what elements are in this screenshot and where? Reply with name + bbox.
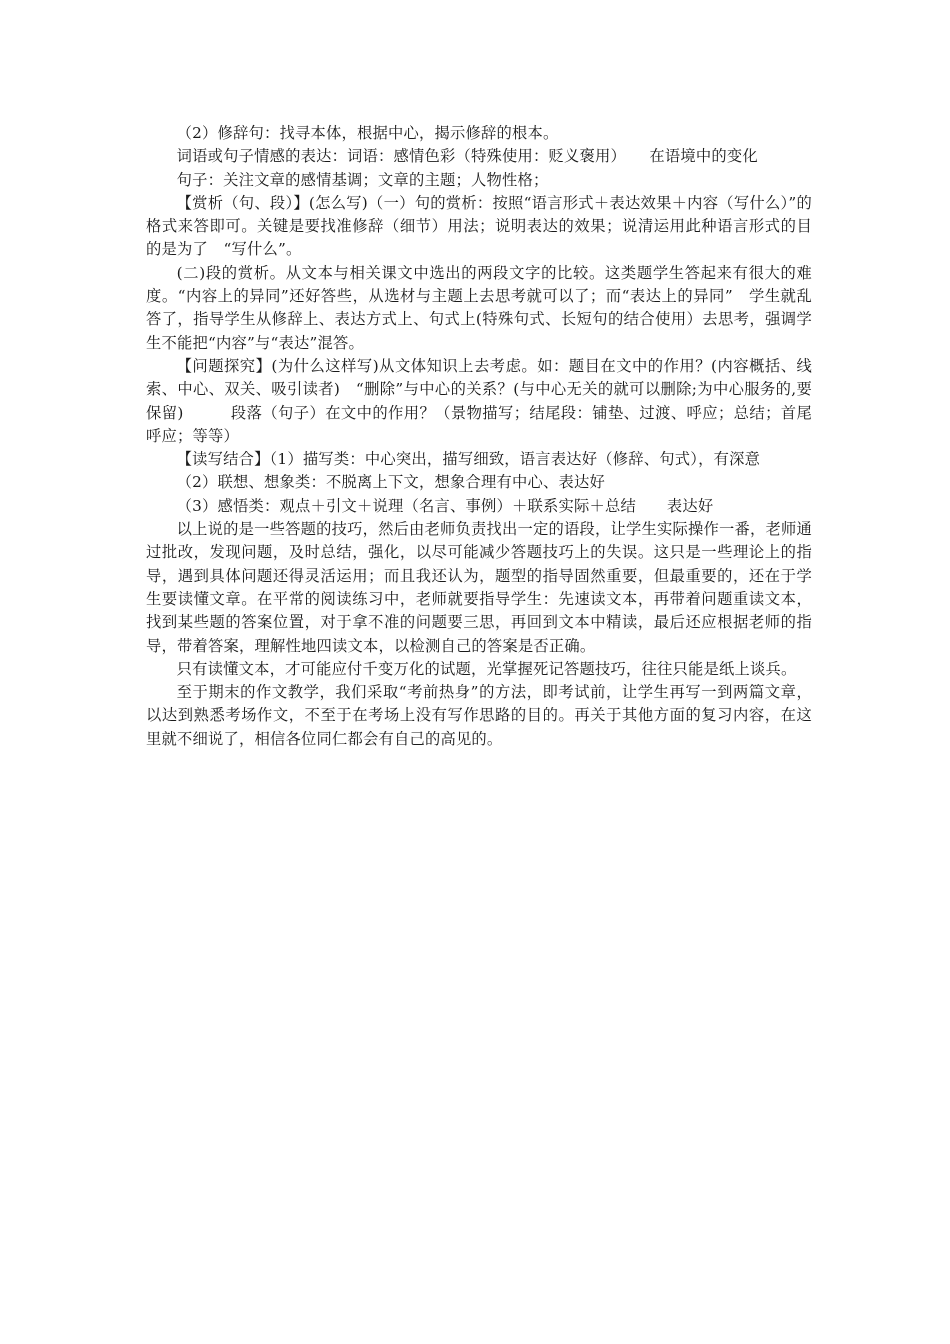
paragraph-understand-text: 只有读懂文本，才可能应付千变万化的试题，光掌握死记答题技巧，往往只能是纸上谈兵。 — [176, 659, 797, 678]
paragraph-composition-teaching: 至于期末的作文教学，我们采取“考前热身”的方法，即考试前，让学生再写一到两篇文章，以达到熟悉考场作文，不至于在考场上没有写作思路的目的。再关于其他方面的复习内容，在这里就不细说了，相信各位同仁都会有自己的高见的。 — [146, 683, 812, 748]
paragraph-appreciation-sentence: 【赏析（句、段）】(怎么写)（一）句的赏析：按照“语言形式＋表达效果＋内容（写什么）”的格式来答即可。关键是要找准修辞（细节）用法；说明表达的效果；说清运用此种语言形式的目的是为了 “写什么”。 — [146, 193, 812, 259]
paragraph-answer-techniques: 以上说的是一些答题的技巧，然后由老师负责找出一定的语段，让学生实际操作一番，老师通过批改，发现问题，及时总结，强化，以尽可能减少答题技巧上的失误。这只是一些理论上的指导，遇到具体问题还得灵活运用；而且我还认为，题型的指导固然重要，但最重要的，还在于学生要读懂文章。在平常的阅读练习中，老师就要指导学生：先速读文本，再带着问题重读文本，找到某些题的答案位置，对于拿不准的问题要三思，再回到文本中精读，最后还应根据老师的指导，带着答案，理解性地四读文本，以检测自己的答案是否正确。 — [146, 520, 812, 655]
paragraph-appreciation-passage: (二)段的赏析。从文本与相关课文中选出的两段文字的比较。这类题学生答起来有很大的难度。“内容上的异同”还好答些，从选材与主题上去思考就可以了；而“表达上的异同” 学生就乱答了，指导学生从修辞上、表达方式上、句式上(特殊句式、长短句的结合使用）去思考，强调学生不能把“内容”与“表达”混答。 — [146, 263, 812, 352]
paragraph-reading-writing-2: （2）联想、想象类：不脱离上下文，想象合理有中心、表达好 — [176, 473, 605, 492]
paragraph-reading-writing-3: （3）感悟类：观点＋引文＋说理（名言、事例）＋联系实际＋总结 表达好 — [176, 496, 714, 515]
paragraph-word-emotion: 词语或句子情感的表达：词语：感情色彩（特殊使用：贬义褒用） 在语境中的变化 — [176, 147, 758, 166]
paragraph-reading-writing-1: 【读写结合】（1）描写类：中心突出，描写细致，语言表达好（修辞、句式），有深意 — [176, 450, 761, 469]
document-body — [146, 122, 812, 751]
paragraph-question-inquiry: 【问题探究】(为什么这样写)从文体知识上去考虑。如：题目在文中的作用？(内容概括、线索、中心、双关、吸引读者) “删除”与中心的关系？(与中心无关的就可以删除;为中心服务的,要保留) 段落（句子）在文中的作用？（景物描写；结尾段：铺垫、过渡、呼应；总结；首尾呼应；等等） — [146, 356, 812, 445]
paragraph-rhetoric-sentence: （2）修辞句：找寻本体，根据中心，揭示修辞的根本。 — [176, 124, 559, 142]
paragraph-sentence-emotion: 句子：关注文章的感情基调；文章的主题；人物性格； — [176, 170, 549, 189]
